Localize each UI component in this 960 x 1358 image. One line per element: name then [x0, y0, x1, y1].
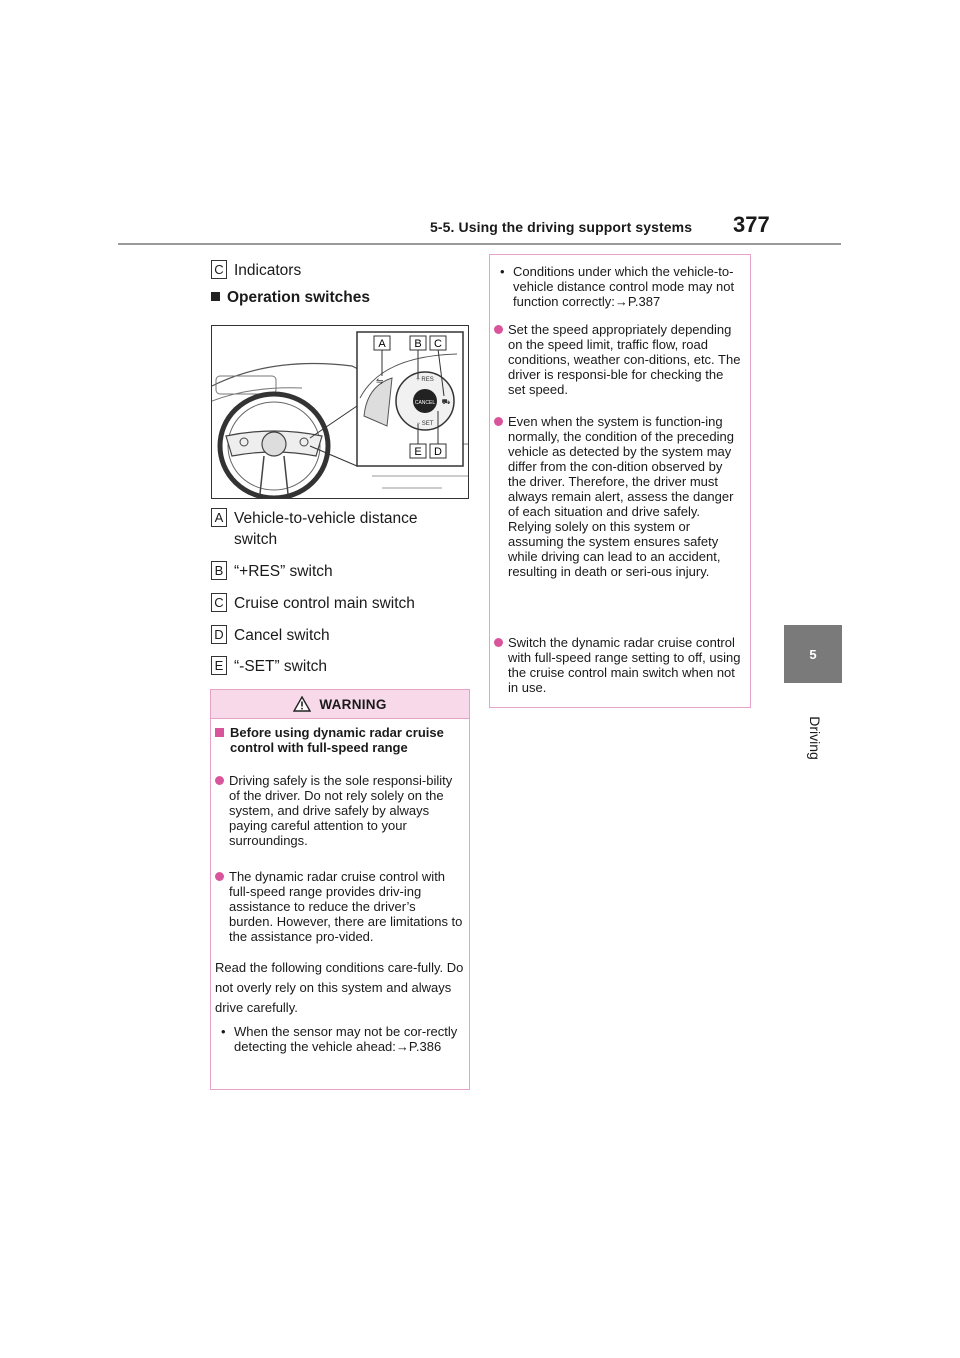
- res-label: + RES: [416, 377, 434, 383]
- square-bullet-icon: [211, 292, 220, 301]
- continued-bullet-1: Set the speed appropriately depending on the speed limit, traffic flow, road conditions, weather con-ditions, etc. The driver is responsi-ble for checking the set speed.: [494, 322, 744, 397]
- switch-item-d: [211, 625, 330, 646]
- continued-bullet-2: Even when the system is function-ing normally, the condition of the preceding vehicle as detected by the system may differ from the con-dition observed by the driver. Therefore, the driver must always remain alert, assess the danger of each situation and drive safely. Relying solely on this system or assuming the system ensures safety while driving can lead to an accident, resulting in death or seri-ous injury.: [494, 414, 744, 579]
- bullet-dot-icon: [494, 638, 503, 647]
- callout-d: D: [434, 446, 442, 458]
- switch-item-a: [211, 508, 434, 550]
- warning-triangle-icon: [293, 696, 311, 712]
- chapter-label: Driving: [807, 716, 823, 760]
- item-text: Cruise control main switch: [234, 595, 415, 612]
- bullet-dot-icon: [494, 325, 503, 334]
- header-divider: [118, 243, 841, 245]
- continued-sub-bullet: • Conditions under which the vehicle-to-vehicle distance control mode may not function correctly:→P.387: [500, 264, 735, 309]
- callout-c: C: [434, 338, 442, 350]
- item-text: Cancel switch: [234, 627, 330, 644]
- continued-bullet-3: Switch the dynamic radar cruise control with full-speed range setting to off, using the cruise control main switch when not in use.: [494, 635, 744, 695]
- callout-letter: C: [211, 260, 227, 279]
- warning-box: [210, 689, 470, 1090]
- set-label: − SET: [416, 421, 434, 427]
- callout-a: A: [378, 338, 386, 350]
- cancel-label: CANCEL: [414, 400, 436, 406]
- switch-item-b: [211, 561, 333, 582]
- callout-letter: E: [211, 656, 227, 675]
- callout-b: B: [414, 338, 422, 350]
- switch-item-e: [211, 656, 327, 677]
- callout-letter: C: [211, 593, 227, 612]
- item-text: “-SET” switch: [234, 658, 327, 675]
- bullet-dot-icon: [215, 776, 224, 785]
- distance-switch-icon: ⇋: [376, 377, 384, 387]
- warning-box-continued: [489, 254, 751, 708]
- bullet-dot-icon: [215, 872, 224, 881]
- warning-subheading: Before using dynamic radar cruise control with full-speed range: [215, 725, 463, 755]
- warning-sub-bullet: • When the sensor may not be cor-rectly detecting the vehicle ahead:→P.386: [221, 1024, 458, 1054]
- warning-bullet-2: The dynamic radar cruise control with full-speed range provides driv-ing assistance to reduce the driver’s burden. However, there are limitations to the assistance pro-vided.: [215, 869, 463, 944]
- callout-letter: D: [211, 625, 227, 644]
- chapter-number: 5: [809, 646, 817, 662]
- item-text: Vehicle-to-vehicle distance switch: [234, 510, 418, 548]
- page-number: 377: [733, 212, 770, 237]
- chapter-tab[interactable]: [784, 625, 842, 683]
- callout-letter: A: [211, 508, 227, 527]
- warning-header: [211, 690, 469, 719]
- steering-wheel-illustration: [211, 325, 469, 499]
- switch-item-c: [211, 593, 415, 614]
- item-text: “+RES” switch: [234, 563, 333, 580]
- square-bullet-icon: [215, 728, 224, 737]
- warning-bullet-1: Driving safely is the sole responsi-bility of the driver. Do not rely solely on the system, and drive safely by always paying careful attention to your surroundings.: [215, 773, 463, 848]
- steering-wheel-drawing: [212, 326, 468, 498]
- item-text: Indicators: [234, 262, 302, 279]
- section-title: 5-5. Using the driving support systems: [430, 219, 693, 235]
- warning-paragraph: Read the following conditions care-fully. Do not overly rely on this system and always drive carefully.: [215, 960, 464, 1015]
- indicators-item: [211, 260, 301, 281]
- cruise-main-symbol: ⛟: [441, 399, 451, 406]
- operation-switches-heading: Operation switches: [211, 289, 370, 307]
- callout-letter: B: [211, 561, 227, 580]
- warning-title: WARNING: [319, 696, 387, 712]
- bullet-dot-icon: [494, 417, 503, 426]
- callout-e: E: [414, 446, 422, 458]
